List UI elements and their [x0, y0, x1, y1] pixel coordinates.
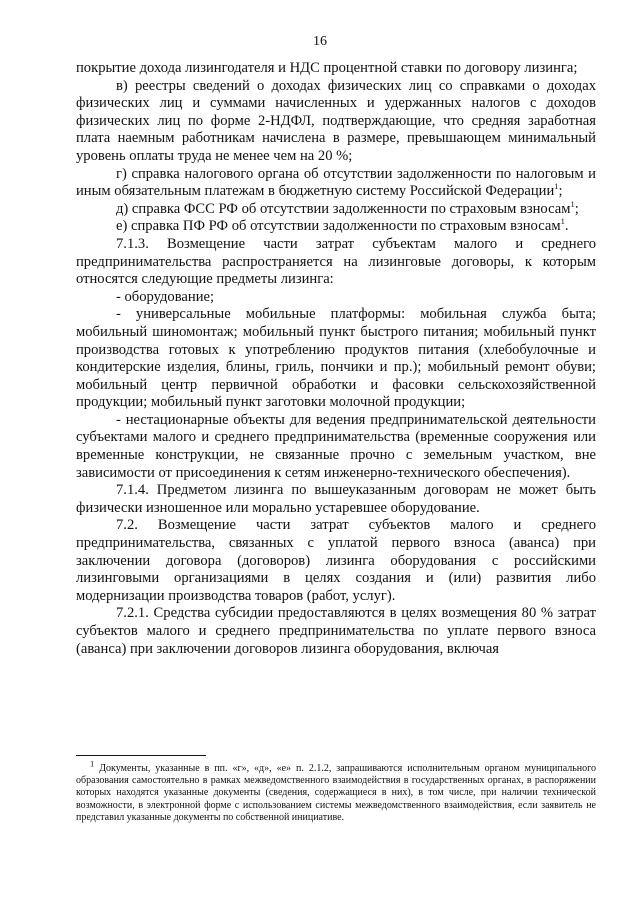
footnote-text: Документы, указанные в пп. «г», «д», «е» п. 2.1.2, запрашиваются исполнительным органом муниципального образования самостоятельно в рамках межведомственного взаимодействия в государственных органах, в распоряжении которых находятся указанные документы (сведения, содержащиеся в них), в том числе, при наличии технической возможности, в электронной форме с использованием системы межведомственного взаимодействия, если заявитель не представил указанные документы по собственной инициативе. — [76, 763, 597, 823]
footnote-separator — [76, 755, 206, 756]
punctuation: ; — [574, 200, 579, 217]
paragraph-item-e-text: е) справка ПФ РФ об отсутствии задолженности по страховым взносам — [116, 218, 561, 235]
footnote-mark: 1 — [570, 198, 575, 209]
paragraph-7-2: 7.2. Возмещение части затрат субъектов малого и среднего предпринимательства, связанных с уплатой первого взноса (аванса) при заключении договора (договоров) лизинга оборудования с российскими лизинговыми организациями в целях создания и (или) развития либо модернизации производства товаров (работ, услуг). — [76, 517, 596, 604]
paragraph-7-1-4: 7.1.4. Предметом лизинга по вышеуказанным договорам не может быть физически изношенное или морально устаревшее оборудование. — [76, 482, 596, 516]
list-item-equipment: - оборудование; — [116, 288, 215, 305]
footnote-mark: 1 — [554, 181, 559, 192]
paragraph-7-2-1: 7.2.1. Средства субсидии предоставляются в целях возмещения 80 % затрат субъектов малого и среднего предпринимательства по уплате первого взноса (аванса) при заключении договоров лизинга оборудования, включая — [76, 605, 596, 657]
punctuation: . — [564, 218, 569, 235]
list-item-non-stationary: - нестационарные объекты для ведения предпринимательской деятельности субъектами малого и среднего предпринимательства (временные сооружения или временные конструкции, не связанные прочно с земельным участком, вне зависимости от присоединения к сетям инженерно-технического обеспечения). — [76, 411, 596, 481]
punctuation: ; — [558, 183, 563, 200]
list-item-mobile-platforms: - универсальные мобильные платформы: мобильная служба быта; мобильный шиномонтаж; мобильный пункт быстрого питания; мобильный пункт производства готовых к употреблению продуктов питания (хлебобулочные и кондитерские изделия, блины, гриль, пончики и пр.); мобильный ремонт обуви; мобильный центр первичной обработки и фасовки сельскохозяйственной продукции; мобильный пункт заготовки молочной продукции; — [76, 306, 596, 411]
footnote-mark: 1 — [90, 758, 95, 769]
footnote-mark: 1 — [560, 216, 565, 227]
footnote — [76, 758, 597, 824]
paragraph-7-1-3: 7.1.3. Возмещение части затрат субъектам малого и среднего предпринимательства распространяется на лизинговые договоры, к которым относятся следующие предметы лизинга: — [76, 235, 596, 288]
page-number: 16 — [313, 34, 327, 49]
paragraph-item-g — [76, 166, 596, 201]
paragraph-item-g-text: г) справка налогового органа об отсутствии задолженности по налоговым и иным обязательным платежам в бюджетную систему Российской Федерации — [76, 165, 596, 200]
paragraph-leasing-income: покрытие дохода лизингодателя и НДС процентной ставки по договору лизинга; — [76, 60, 578, 76]
document-body — [76, 60, 596, 658]
paragraph-item-d-text: д) справка ФСС РФ об отсутствии задолженности по страховым взносам — [116, 200, 571, 217]
paragraph-item-d — [76, 198, 596, 219]
paragraph-item-e — [76, 218, 596, 236]
paragraph-item-v: в) реестры сведений о доходах физических лиц со справками о доходах физических лиц и суммами начисленных и удержанных налогов с доходов физических лиц по форме 2-НДФЛ, подтверждающие, что средняя заработная плата наемным работникам начислена в размере, превышающем минимальный уровень оплаты труда не менее чем на 20 %; — [76, 77, 596, 164]
